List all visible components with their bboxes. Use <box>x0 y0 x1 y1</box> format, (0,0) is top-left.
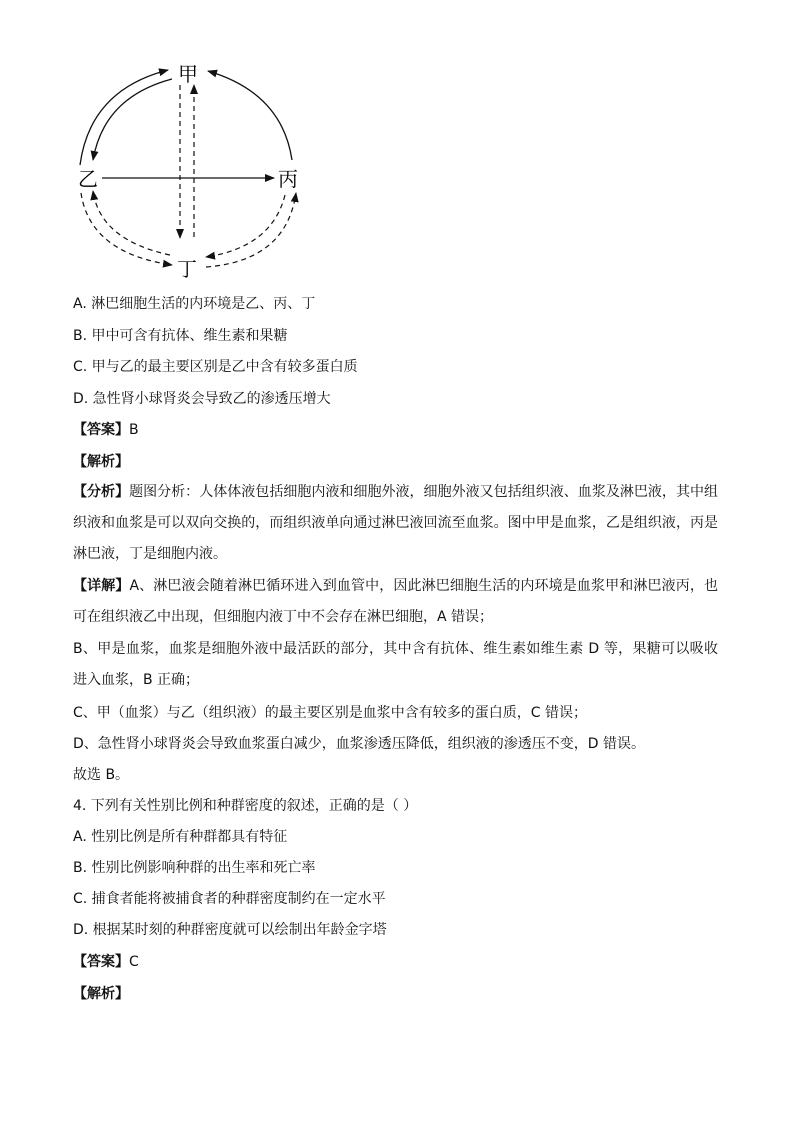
node-bing: 丙 <box>278 167 298 191</box>
q3-detail-a <box>73 571 718 633</box>
answer-tag: 【答案】 <box>73 422 129 438</box>
q4-stem: 4. 下列有关性别比例和种群密度的叙述，正确的是（ ） <box>73 798 418 814</box>
arrow-yi-to-ding <box>81 193 172 265</box>
q3-detail-b: B、甲是血浆，血浆是细胞外液中最活跃的部分，其中含有抗体、维生素如维生素 D 等，果糖可以吸收进入血浆，B 正确； <box>73 641 718 688</box>
q3-analysis <box>73 477 718 570</box>
q3-option-b: B. 甲中可含有抗体、维生素和果糖 <box>73 328 288 344</box>
q3-detail-c: C、甲（血浆）与乙（组织液）的最主要区别是血浆中含有较多的蛋白质，C 错误； <box>73 705 587 721</box>
q3-conclusion: 故选 B。 <box>73 767 130 783</box>
q3-answer <box>73 420 139 440</box>
xiangjie-tag: 【详解】 <box>73 578 130 594</box>
body-fluid-diagram <box>60 55 320 285</box>
q4-option-c: C. 捕食者能将被捕食者的种群密度制约在一定水平 <box>73 891 386 907</box>
diagram-svg <box>60 55 320 285</box>
answer-value: C <box>129 954 139 970</box>
fenxi-tag: 【分析】 <box>73 484 130 500</box>
q3-option-a: A. 淋巴细胞生活的内环境是乙、丙、丁 <box>73 296 316 312</box>
q4-jiexi-heading <box>73 984 129 1004</box>
jiexi-tag: 【解析】 <box>73 986 129 1002</box>
answer-value: B <box>129 422 139 438</box>
q4-option-b: B. 性别比例影响种群的出生率和死亡率 <box>73 860 316 876</box>
arrow-jia-to-yi <box>93 79 172 160</box>
jiexi-tag: 【解析】 <box>73 454 129 470</box>
answer-tag: 【答案】 <box>73 954 129 970</box>
fenxi-text: 题图分析：人体体液包括细胞内液和细胞外液，细胞外液又包括组织液、血浆及淋巴液，其中组织液和血浆是可以双向交换的，而组织液单向通过淋巴液回流至血浆。图中甲是血浆，乙是组织液，丙是淋巴液，丁是细胞内液。 <box>73 484 719 562</box>
q3-option-d: D. 急性肾小球肾炎会导致乙的渗透压增大 <box>73 391 331 407</box>
arrow-bing-to-ding <box>206 195 285 257</box>
node-yi: 乙 <box>78 167 98 191</box>
q3-jiexi-heading <box>73 452 129 472</box>
node-ding: 丁 <box>177 257 197 281</box>
arrow-ding-to-yi <box>93 191 170 255</box>
q4-option-d: D. 根据某时刻的种群密度就可以绘制出年龄金字塔 <box>73 922 387 938</box>
q3-option-c: C. 甲与乙的最主要区别是乙中含有较多蛋白质 <box>73 359 358 375</box>
xiangjie-a-text: A、淋巴液会随着淋巴循环进入到血管中，因此淋巴细胞生活的内环境是血浆甲和淋巴液丙，也可在组织液乙中出现，但细胞内液丁中不会存在淋巴细胞，A 错误； <box>73 578 718 625</box>
q4-option-a: A. 性别比例是所有种群都具有特征 <box>73 829 288 845</box>
node-jia: 甲 <box>178 62 198 86</box>
q4-answer <box>73 952 139 972</box>
q3-detail-d: D、急性肾小球肾炎会导致血浆蛋白减少，血浆渗透压降低，组织液的渗透压不变，D 错误。 <box>73 736 646 752</box>
arrow-bing-to-jia <box>208 71 292 160</box>
